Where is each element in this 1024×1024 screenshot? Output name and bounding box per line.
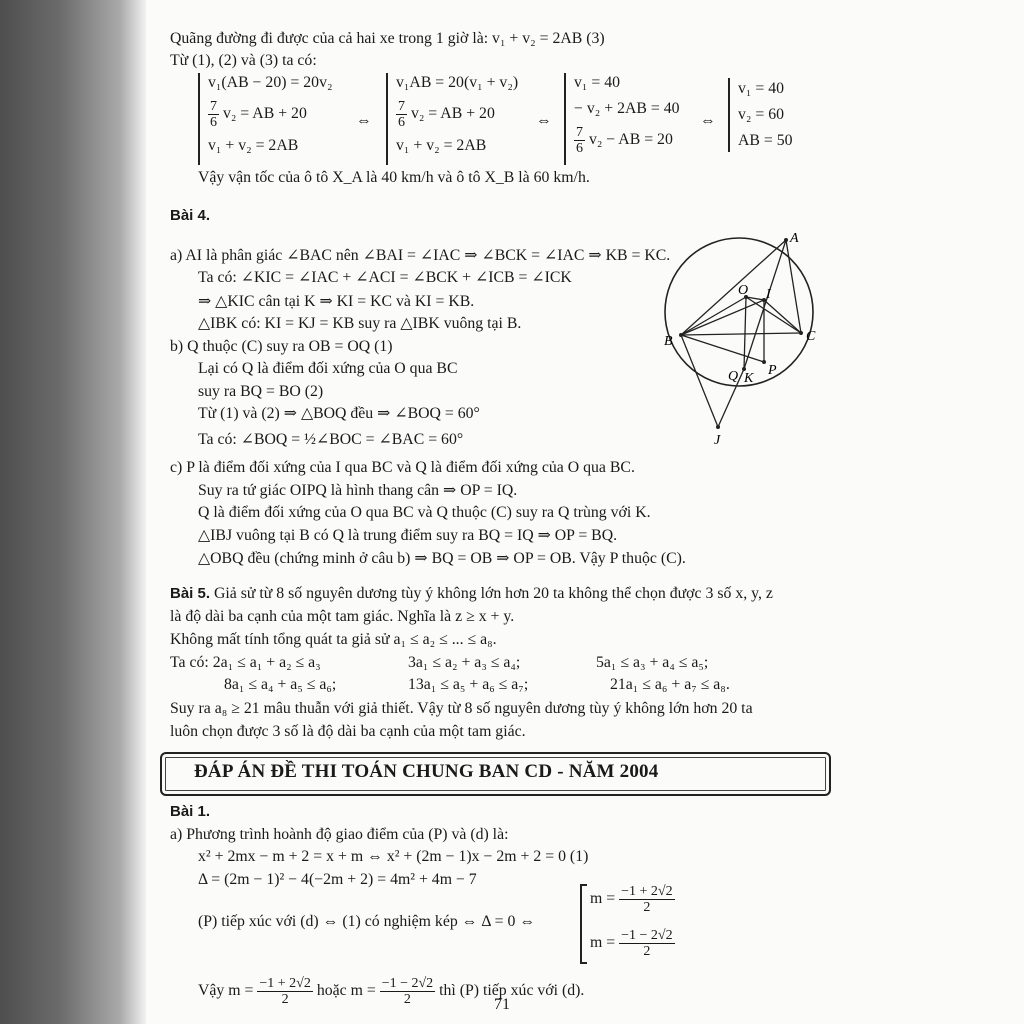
from-equations-line: Từ (1), (2) và (3) ta có: (170, 52, 317, 69)
system-2-brace (386, 73, 393, 165)
bai4-line: △IBK có: KI = KJ = KB suy ra △IBK vuông tại B. (198, 315, 522, 332)
label-o: O (738, 283, 749, 298)
system-1-row: v₁ + v₂ = 2AB (208, 137, 299, 154)
book-page (146, 0, 1024, 1024)
bai4-line: Từ (1) và (2) ⇒ △BOQ đều ⇒ ∠BOQ = 60° (198, 405, 480, 422)
equiv-symbol: ⇔ (536, 112, 552, 129)
label-c: C (806, 329, 816, 344)
bai4-line: Q là điểm đối xứng của O qua BC và Q thuộc (C) suy ra Q trùng với K. (198, 504, 651, 521)
fraction: $\frac{7}{6}$ (398, 99, 405, 130)
system-4-row: v₁ = 40 (738, 80, 785, 97)
bai5-line: là độ dài ba cạnh của một tam giác. Nghĩa là z ≥ x + y. (170, 608, 515, 625)
root-2: m = $\frac{-1 - 2√2}{2}$ (590, 928, 673, 959)
bai5-ineq: 8a₁ ≤ a₄ + a₅ ≤ a₆; (224, 676, 337, 693)
bai5-line: luôn chọn được 3 số là độ dài ba cạnh của một tam giác. (170, 723, 526, 740)
bai1-conclusion: Vậy m = $\frac{-1 + 2√2}{2}$ hoặc m = $\frac{-1 - 2√2}{2}$ thì (P) tiếp xúc với (d). (198, 976, 585, 1007)
speed-conclusion: Vậy vận tốc của ô tô X_A là 40 km/h và ô tô X_B là 60 km/h. (198, 169, 590, 186)
system-4-row: v₂ = 60 (738, 106, 785, 123)
label-a: A (790, 231, 799, 246)
bai5-line: Không mất tính tổng quát ta giả sử a₁ ≤ a₂ ≤ ... ≤ a₈. (170, 631, 497, 648)
bai4-heading: Bài 4. (170, 207, 211, 224)
system-2 (396, 73, 518, 156)
fraction: $\frac{-1 + 2√2}{2}$ (259, 976, 311, 1007)
bai4-line: suy ra BQ = BO (2) (198, 383, 324, 400)
system-4-brace (728, 78, 735, 152)
label-k: K (744, 371, 754, 386)
page-number: 71 (494, 996, 510, 1013)
system-3-row: $\frac{7}{6}$ v₂ − AB = 20 (576, 125, 673, 156)
bai5-ineq: 21a₁ ≤ a₆ + a₇ ≤ a₈. (610, 676, 730, 693)
bai5-ineq: 5a₁ ≤ a₃ + a₄ ≤ a₅; (596, 654, 709, 671)
label-b: B (664, 334, 673, 349)
bai4-line: a) AI là phân giác ∠BAC nên ∠BAI = ∠IAC ⇒ ∠BCK = ∠IAC ⇒ KB = KC. (170, 247, 671, 264)
section-banner (160, 752, 831, 796)
bai4-line: △IBJ vuông tại B có Q là trung điểm suy ra BQ = IQ ⇒ OP = BQ. (198, 527, 618, 544)
label-j: J (714, 433, 721, 448)
bai5-ineq: 3a₁ ≤ a₂ + a₃ ≤ a₄; (408, 654, 521, 671)
system-1-row: $\frac{7}{6}$ v₂ = AB + 20 (210, 99, 307, 130)
bai1-line: a) Phương trình hoành độ giao điểm của (P) và (d) là: (170, 826, 509, 843)
bai4-line: Suy ra tứ giác OIPQ là hình thang cân ⇒ OP = IQ. (198, 482, 518, 499)
geometry-figure (656, 222, 846, 452)
system-4-row: AB = 50 (738, 132, 793, 149)
fraction: $\frac{-1 + 2√2}{2}$ (621, 884, 673, 915)
bai4-line: Ta có: ∠KIC = ∠IAC + ∠ACI = ∠BCK + ∠ICB = ∠ICK (198, 269, 572, 286)
banner-title: ĐÁP ÁN ĐỀ THI TOÁN CHUNG BAN CD - NĂM 2004 (194, 761, 659, 782)
bai5-ineq: Ta có: 2a₁ ≤ a₁ + a₂ ≤ a₃ (170, 654, 321, 671)
equiv-symbol: ⇔ (356, 112, 372, 129)
system-2-row: $\frac{7}{6}$ v₂ = AB + 20 (398, 99, 495, 130)
bai1-line: (P) tiếp xúc với (d) ⇔ (1) có nghiệm kép ⇔ Δ = 0 ⇔ (198, 913, 536, 930)
book-spine-shadow (0, 0, 146, 1024)
equiv-symbol: ⇔ (700, 112, 716, 129)
system-2-row: v₁ + v₂ = 2AB (396, 137, 487, 154)
bai5-first-line: Bài 5. Giả sử từ 8 số nguyên dương tùy ý không lớn hơn 20 ta không thể chọn được 3 số x, y, z (170, 585, 773, 602)
system-1-row: v₁(AB − 20) = 20v₂ (208, 74, 333, 91)
fraction: $\frac{7}{6}$ (576, 125, 583, 156)
label-p: P (768, 363, 777, 378)
label-i: I (766, 287, 771, 302)
solution-bracket (580, 884, 587, 964)
distance-sentence: Quãng đường đi được của cả hai xe trong 1 giờ là: v₁ + v₂ = 2AB (3) (170, 30, 605, 47)
fraction: $\frac{-1 - 2√2}{2}$ (621, 928, 673, 959)
bai4-line: ⇒ △KIC cân tại K ⇒ KI = KC và KI = KB. (198, 293, 475, 310)
system-3 (574, 73, 680, 156)
bai1-line: x² + 2mx − m + 2 = x + m ⇔ x² + (2m − 1)x − 2m + 2 = 0 (1) (198, 848, 589, 865)
bai5-heading: Bài 5. (170, 585, 211, 602)
system-2-row: v₁AB = 20(v₁ + v₂) (396, 74, 519, 91)
system-3-row: − v₂ + 2AB = 40 (574, 100, 680, 117)
fraction: $\frac{-1 - 2√2}{2}$ (381, 976, 434, 1007)
system-1 (208, 73, 333, 156)
system-1-brace (198, 73, 205, 165)
circle-c (665, 238, 813, 386)
root-1: m = $\frac{-1 + 2√2}{2}$ (590, 884, 673, 915)
bai1-line: Δ = (2m − 1)² − 4(−2m + 2) = 4m² + 4m − 7 (198, 871, 477, 888)
bai4-line: Lại có Q là điểm đối xứng của O qua BC (198, 360, 458, 377)
system-4 (738, 76, 793, 154)
bai4-line: Ta có: ∠BOQ = ½∠BOC = ∠BAC = 60° (198, 431, 464, 448)
bai4-line: b) Q thuộc (C) suy ra OB = OQ (1) (170, 338, 393, 355)
bai4-line: △OBQ đều (chứng minh ở câu b) ⇒ BQ = OB ⇒ OP = OB. Vậy P thuộc (C). (198, 550, 686, 567)
bai5-line: Suy ra a₈ ≥ 21 mâu thuẫn với giả thiết. Vậy từ 8 số nguyên dương tùy ý không lớn hơn 20 ta (170, 700, 753, 717)
bai5-ineq: 13a₁ ≤ a₅ + a₆ ≤ a₇; (408, 676, 529, 693)
bai4-line: c) P là điểm đối xứng của I qua BC và Q là điểm đối xứng của O qua BC. (170, 459, 635, 476)
system-3-row: v₁ = 40 (574, 74, 621, 91)
label-q: Q (728, 369, 739, 384)
bai1-heading: Bài 1. (170, 803, 211, 820)
system-3-brace (564, 73, 571, 165)
fraction: $\frac{7}{6}$ (210, 99, 217, 130)
